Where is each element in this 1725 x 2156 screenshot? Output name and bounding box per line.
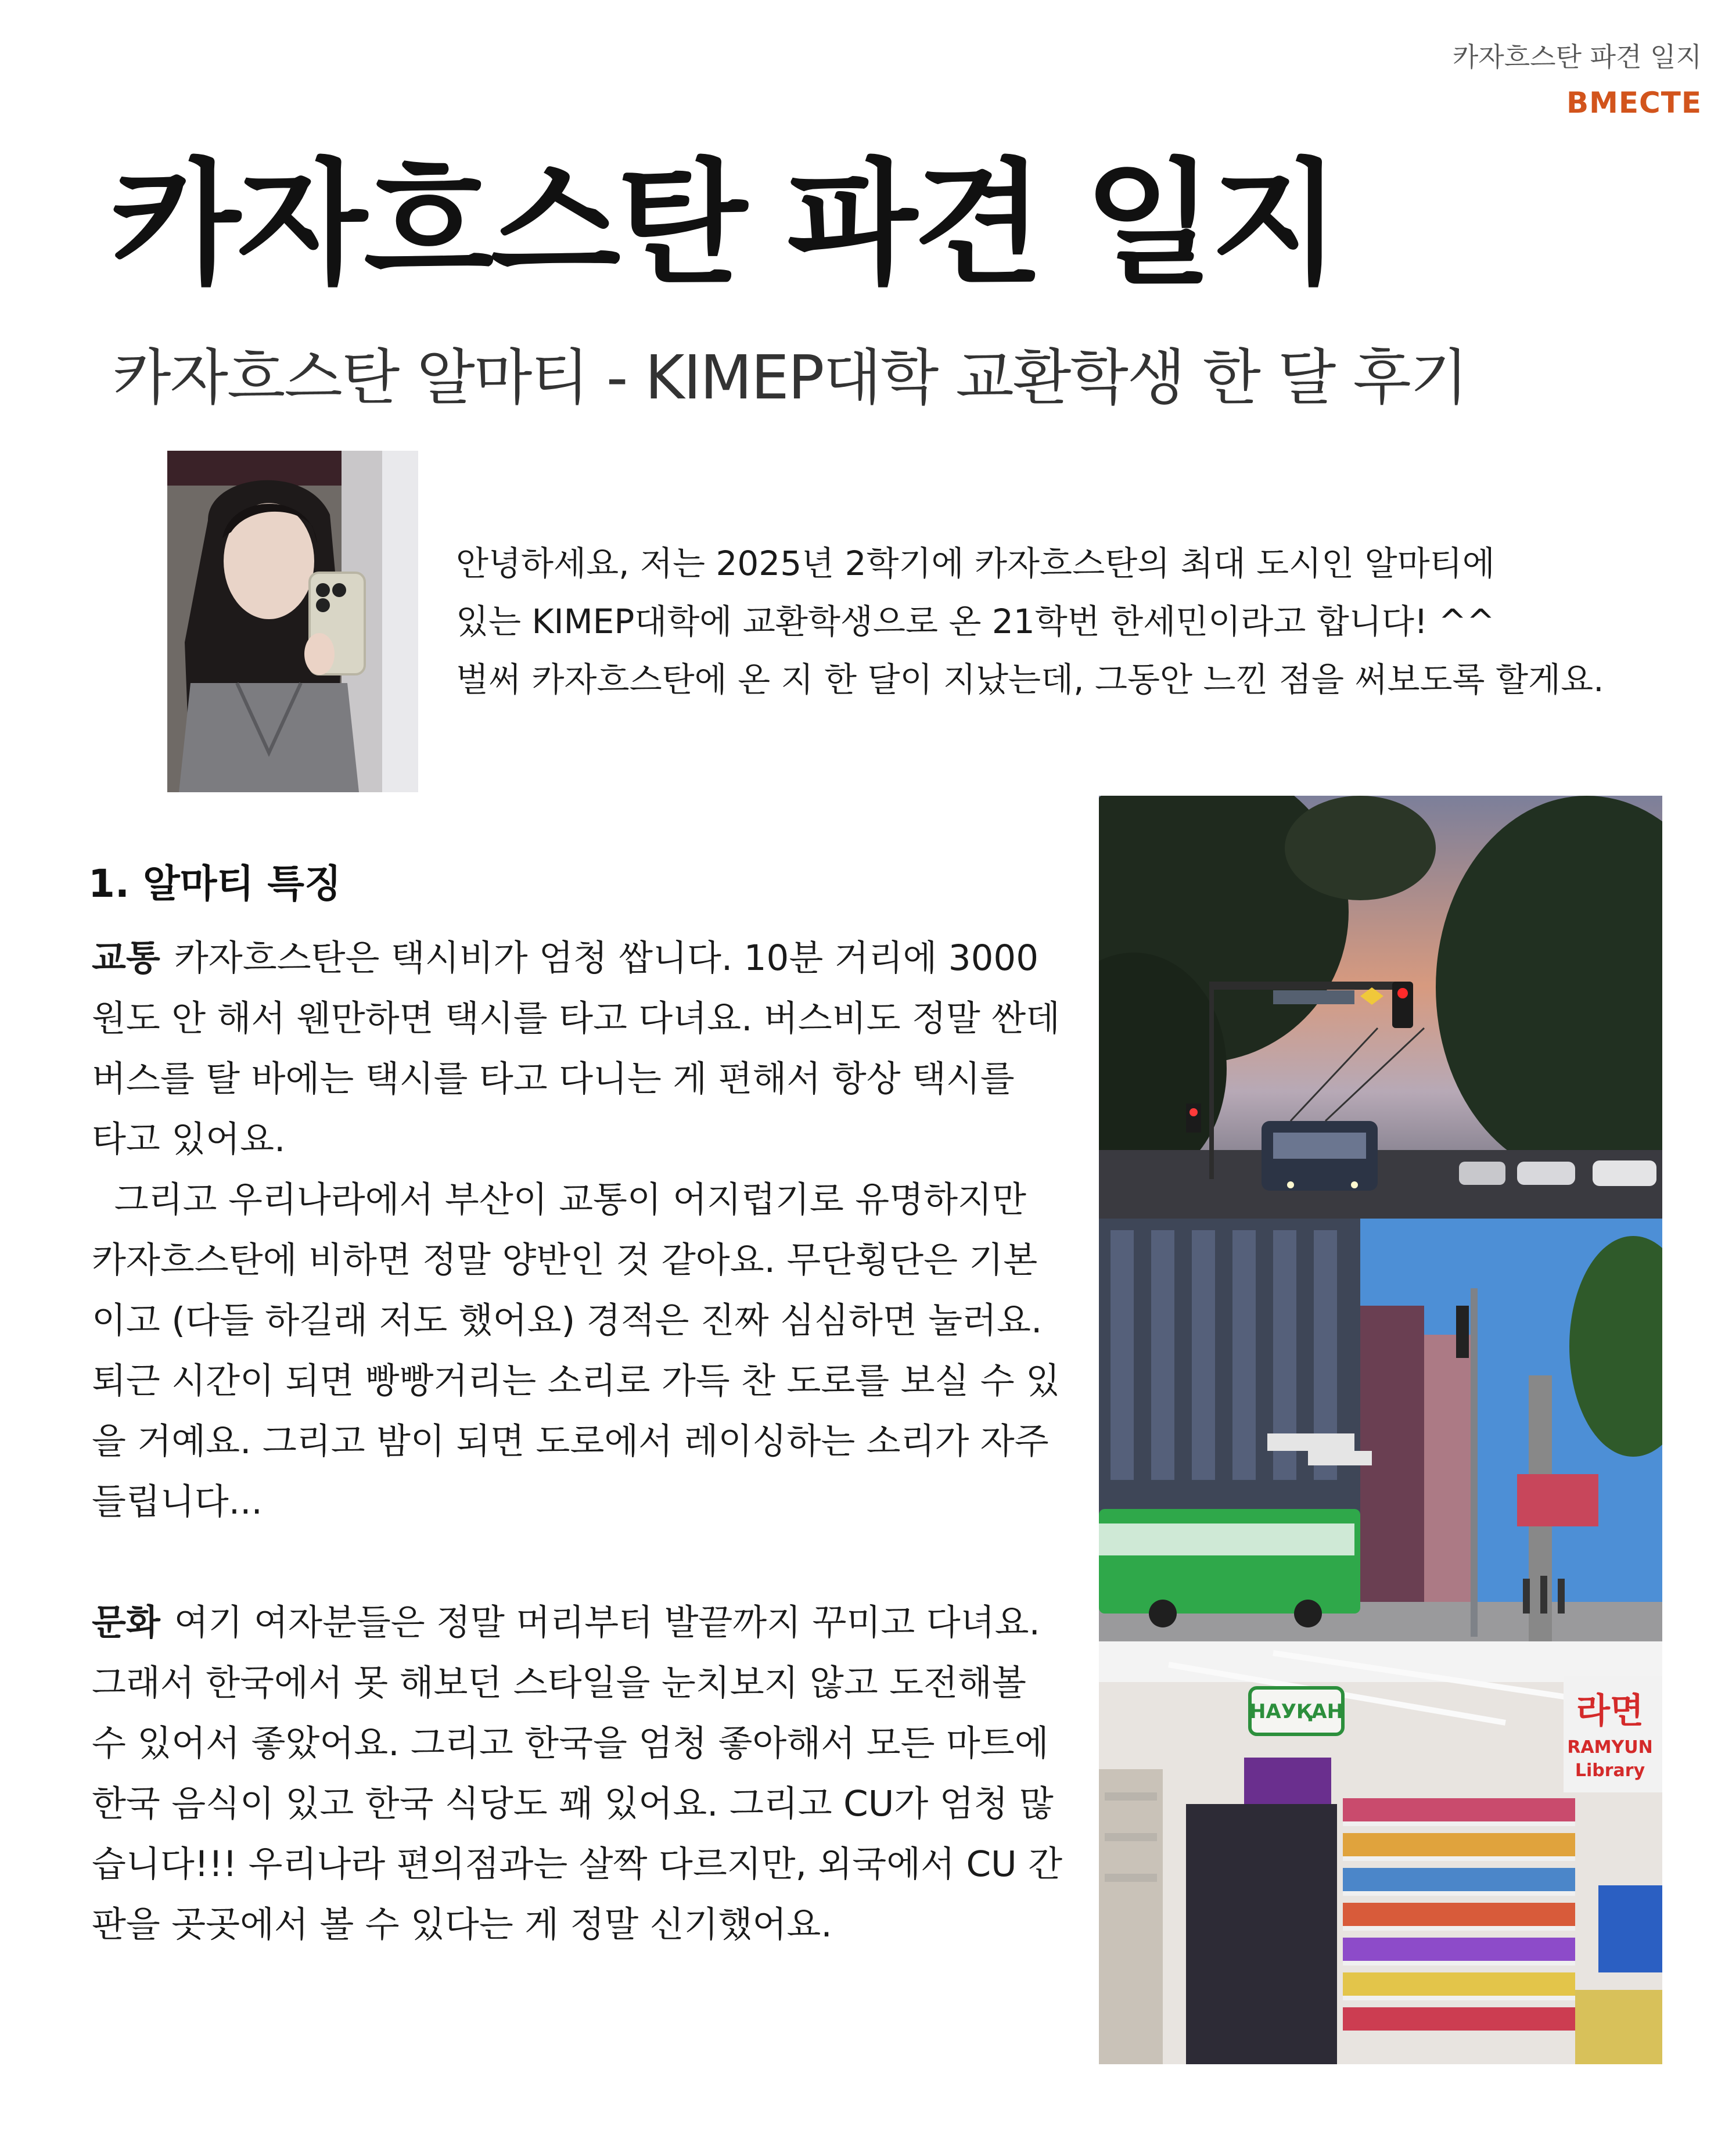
photo-convenience-store	[1099, 1641, 1662, 2064]
culture-first-line	[92, 1593, 1073, 1653]
body-line: 이고 (다들 하길래 저도 했어요) 경적은 진짜 심심하면 눌러요.	[92, 1300, 1043, 1341]
body-line: 타고 있어요.	[92, 1119, 286, 1160]
keyword-culture: 문화	[92, 1602, 160, 1643]
store-sign-text: НАУҚАН	[1249, 1700, 1344, 1723]
photo-green-bus-street	[1099, 1219, 1662, 1641]
body-line: 버스를 탈 바에는 택시를 타고 다니는 게 편해서 항상 택시를	[92, 1058, 1015, 1099]
body-line: 수 있어서 좋았어요. 그리고 한국을 엄청 좋아해서 모든 마트에	[92, 1723, 1049, 1764]
paragraph-spacer	[92, 1532, 1073, 1593]
body-line: 카자흐스탄에 비하면 정말 양반인 것 같아요. 무단횡단은 기본	[92, 1239, 1038, 1281]
intro-paragraph	[456, 534, 1699, 709]
photo-dusk-street	[1099, 796, 1662, 1219]
intro-line: 벌써 카자흐스탄에 온 지 한 달이 지났는데, 그동안 느낀 점을 써보도록 할게요.	[456, 660, 1604, 699]
body-line: 한국 음식이 있고 한국 식당도 꽤 있어요. 그리고 CU가 엄청 많	[92, 1783, 1054, 1824]
ramyun-sign-library: Library	[1575, 1760, 1645, 1781]
header-brand-logo: BMECTE	[1566, 86, 1702, 120]
ramyun-sign-text: 라면	[1576, 1691, 1644, 1731]
body-line: 습니다!!! 우리나라 편의점과는 살짝 다르지만, 외국에서 CU 간	[92, 1844, 1063, 1885]
body-line: 퇴근 시간이 되면 빵빵거리는 소리로 가득 찬 도로를 보실 수 있	[92, 1360, 1061, 1402]
section-body	[92, 928, 1073, 1955]
page-subtitle: 카자흐스탄 알마티 - KIMEP대학 교환학생 한 달 후기	[113, 342, 1468, 413]
ramyun-sign-text-en: RAMYUN	[1567, 1737, 1653, 1758]
photo-collage	[1099, 796, 1662, 2064]
page-title: 카자흐스탄 파견 일지	[110, 146, 1338, 303]
profile-photo	[167, 451, 418, 792]
intro-line: 안녕하세요, 저는 2025년 2학기에 카자흐스탄의 최대 도시인 알마티에	[456, 544, 1495, 583]
body-line: 그래서 한국에서 못 해보던 스타일을 눈치보지 않고 도전해볼	[92, 1662, 1026, 1704]
intro-line: 있는 KIMEP대학에 교환학생으로 온 21학번 한세민이라고 합니다! ^^	[456, 602, 1495, 641]
keyword-traffic: 교통	[92, 937, 160, 979]
header-series-label: 카자흐스탄 파견 일지	[1452, 41, 1702, 73]
section-heading-almaty: 1. 알마티 특징	[88, 861, 342, 906]
body-line: 판을 곳곳에서 볼 수 있다는 게 정말 신기했어요.	[92, 1904, 832, 1945]
body-line: 을 거예요. 그리고 밤이 되면 도로에서 레이싱하는 소리가 자주	[92, 1421, 1049, 1462]
culture-text: 여기 여자분들은 정말 머리부터 발끝까지 꾸미고 다녀요.	[174, 1602, 1040, 1643]
traffic-first-line	[92, 928, 1073, 989]
traffic-text: 카자흐스탄은 택시비가 엄청 쌉니다. 10분 거리에 3000	[174, 937, 1039, 979]
body-line: 그리고 우리나라에서 부산이 교통이 어지럽기로 유명하지만	[92, 1179, 1026, 1220]
body-line: 원도 안 해서 웬만하면 택시를 타고 다녀요. 버스비도 정말 싼데	[92, 998, 1061, 1039]
body-line: 들립니다...	[92, 1481, 263, 1522]
